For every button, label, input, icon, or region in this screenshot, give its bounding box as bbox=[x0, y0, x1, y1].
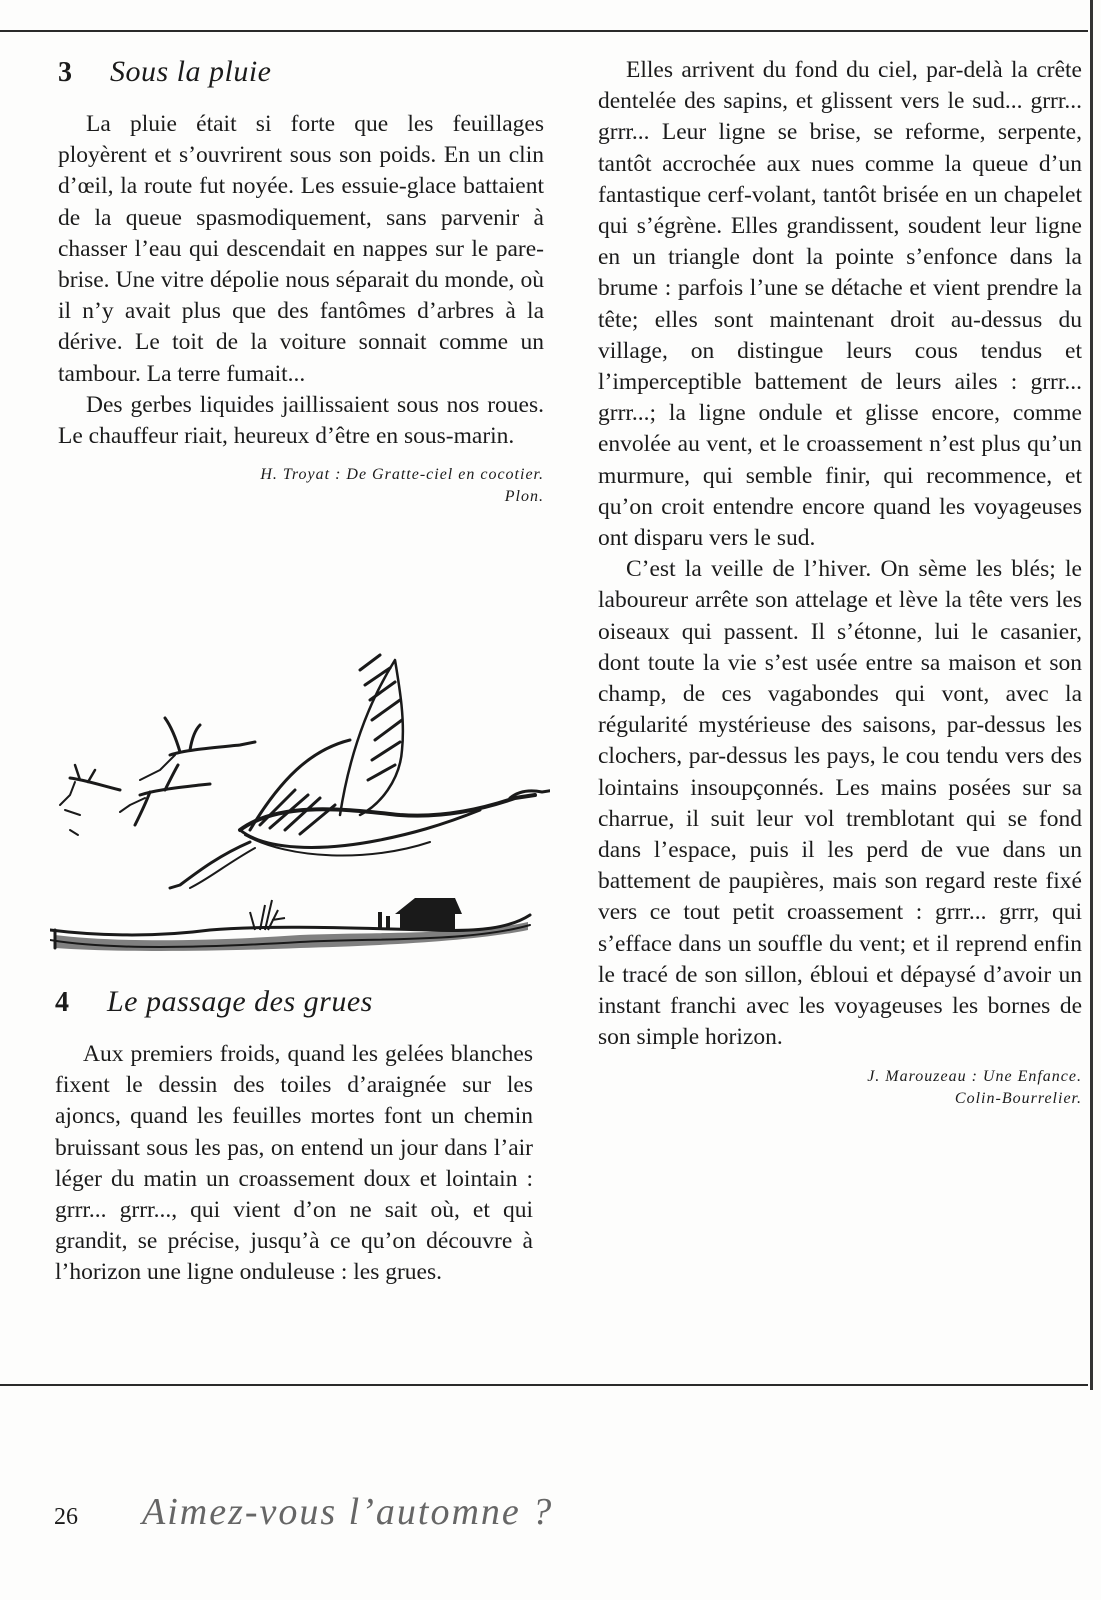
section-4-title: Le passage des grues bbox=[107, 985, 373, 1018]
cranes-illustration bbox=[50, 630, 550, 970]
right-paragraph-1: Elles arrivent du fond du ciel, par-delà la crête dentelée des sapins, et glissent vers le sud... grrr... grrr... Leur ligne se brise, se reforme, serpente, tantôt accrochée aux nues comme la queue d’un fantastique cerf-volant, tantôt brisée en un chapelet qui s’égrène. Elles grandissent, soudent leur ligne en un triangle dont la pointe s’enfonce dans la brume : parfois l’une se détache et vient prendre la tête; elles sont maintenant droit au-dessus du village, on distingue leurs cous tendus et l’imperceptible battement de leurs ailes : grrr... grrr...; la ligne ondule et glisse encore, comme envolée au vent, et le croassement n’est plus qu’un murmure, qui semble finir, qui recommence, et qu’on croit entendre encore quand les voyageuses ont disparu vers le sud. bbox=[598, 57, 1082, 552]
page-number: 26 bbox=[54, 1504, 78, 1530]
section-3-paragraph-1: La pluie était si forte que les feuillages ployèrent et s’ouvrirent sous son poids. En un clin d’œil, la route fut noyée. Les essuie-glace battaient de la queue spasmodiquement, sans parvenir à chasser l’eau qui descendait en nappes sur le pare-brise. Une vitre dépolie nous séparait du monde, où il n’y avait plus que des fantômes d’arbres à la dérive. Le toit de la voiture sonnait comme un tambour. La terre fumait... bbox=[58, 111, 544, 387]
small-crane-1 bbox=[170, 742, 255, 755]
section-4-number: 4 bbox=[55, 987, 69, 1018]
section-4 bbox=[55, 985, 533, 1289]
section-4-source-publisher: Colin-Bourrelier. bbox=[954, 1089, 1082, 1107]
right-paragraph-2: C’est la veille de l’hiver. On sème les blés; le laboureur arrête son attelage et lève la tête vers les oiseaux qui passent. Il s’étonne, lui le casanier, dont toute la vie s’est usée entre sa maison et son champ, de ces vagabondes qui vont, avec la régularité mystérieuse des saisons, par-dessus les clochers, par-dessus les pays, le cou tendu vers des lointains insoupçonnés. Les mains posées sur sa charrue, il suit leur vol tremblotant qui se fond dans l’espace, puis il les perd de vue dans un battement de paupières, mais son regard reste fixé vers ce tout petit croassement : grrr... grrr, qui s’efface dans un souffle du vent; et il reprend enfin le tracé de son sillon, ébloui et dépaysé d’avoir un instant franchi avec les voyageuses les bornes de son simple horizon. bbox=[598, 556, 1082, 1051]
section-3-source-publisher: Plon. bbox=[504, 488, 544, 506]
section-3-heading bbox=[58, 55, 544, 95]
page-edge bbox=[1090, 0, 1093, 1390]
top-rule bbox=[0, 30, 1088, 32]
section-4-heading bbox=[55, 985, 533, 1025]
running-title: Aimez-vous l’automne ? bbox=[142, 1491, 554, 1533]
page-footer bbox=[54, 1490, 1054, 1550]
bottom-rule bbox=[0, 1384, 1088, 1386]
right-column bbox=[598, 55, 1082, 1110]
section-3-paragraph-2: Des gerbes liquides jaillissaient sous nos roues. Le chauffeur riait, heureux d’être en sous-marin. bbox=[58, 391, 544, 450]
section-4-source bbox=[598, 1066, 1082, 1110]
section-3-source bbox=[58, 464, 544, 508]
section-3-title: Sous la pluie bbox=[110, 55, 272, 88]
shrub bbox=[250, 900, 285, 930]
section-4-source-author: J. Marouzeau : Une Enfance. bbox=[867, 1067, 1082, 1085]
left-column bbox=[58, 55, 544, 508]
village-house bbox=[378, 898, 462, 930]
small-crane-3 bbox=[70, 778, 120, 790]
section-3-number: 3 bbox=[58, 57, 72, 88]
section-4-paragraph-1: Aux premiers froids, quand les gelées blanches fixent le dessin des toiles d’araignée sur les ajoncs, quand les feuilles mortes font un chemin bruissant sous les pas, on entend un jour dans l’air léger du matin un croassement doux et lointain : grrr... grrr..., qui vient d’on ne sait où, et qui grandit, se précise, jusqu’à ce qu’on découvre à l’horizon une ligne onduleuse : les grues. bbox=[55, 1041, 533, 1286]
section-3-source-author: H. Troyat : De Gratte-ciel en cocotier. bbox=[260, 466, 544, 484]
